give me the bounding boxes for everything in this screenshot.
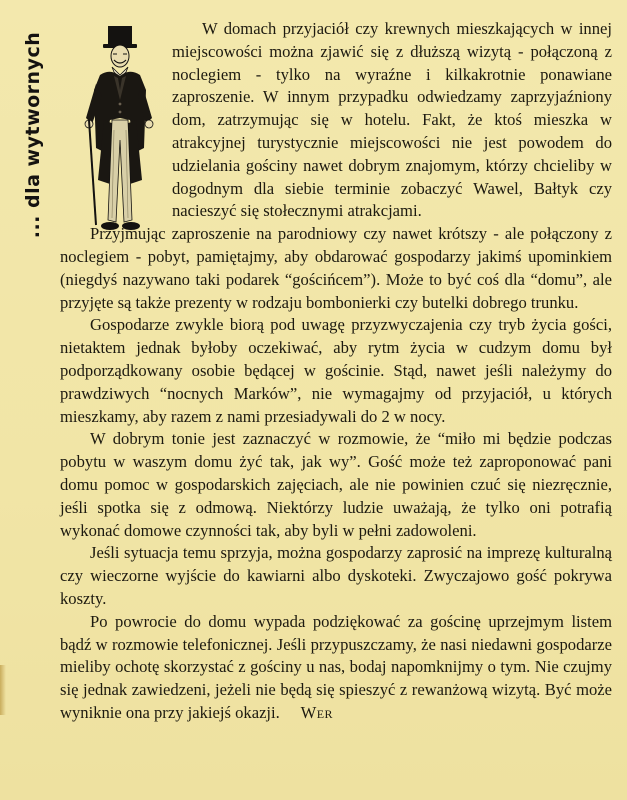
page-edge-shadow	[0, 665, 6, 715]
paragraph-4: W dobrym tonie jest zaznaczyć w rozmowie, że “miło mi będzie podczas pobytu w waszym domu żyć tak, jak wy”. Gość może też zaproponować pani domu pomoc w gospodarskich zajęciach, ale nie powinien czuć się niezręcznie, jeśli spotka się z odmową. Niektórzy ludzie uważają, że tylko oni potrafią wykonać domowe czynności tak, aby byli w pełni zadowoleni.	[60, 429, 612, 540]
paragraph-1: W domach przyjaciół czy krewnych mieszkających w innej miejscowości można zjawić się z dłuższą wizytą - połączoną z noclegiem - tylko na wyraźne i kilkakrotnie ponawiane zaproszenie. W innym przypadku odwiedzamy zaprzyjaźniony dom, zatrzymując się w hotelu. Fakt, że ktoś mieszka w atrakcyjnej turystycznie miejscowości nie jest powodem do udzielania gościny nawet dobrym znajomym, którzy chcieliby w dogodnym dla siebie terminie zobaczyć Wawel, Bałtyk czy nacieszyć się stołecznymi atrakcjami.	[172, 19, 612, 221]
paragraph-6-text: Po powrocie do domu wypada podziękować za gościnę uprzejmym listem bądź w rozmowie telefonicznej. Jeśli przypuszczamy, że nasi niedawni gospodarze mieliby ochotę skorzystać z gościny u nas, bodaj napomknijmy o tym. Nie czujmy się jednak zawiedzeni, jeżeli nie będą się spieszyć z rewanżową wizytą. Być może wyniknie ona przy jakiejś okazji.	[60, 611, 612, 722]
paragraph-3: Gospodarze zwykle biorą pod uwagę przyzwyczajenia czy tryb życia gości, nietaktem jednak byłoby oczekiwać, aby rytm życia w cudzym domu był podporządkowany osobie będącej w gościnie. Stąd, nawet jeśli należymy do prawdziwych “nocnych Marków”, nie wymagajmy od przyjaciół, u których mieszkamy, aby razem z nami przesiadywali do 2 w nocy.	[60, 315, 612, 426]
paragraph-6	[60, 611, 612, 725]
paragraph-5: Jeśli sytuacja temu sprzyja, można gospodarzy zaprosić na imprezę kulturalną czy wieczorne wyjście do kawiarni albo dyskoteki. Zwyczajowo gość pokrywa koszty.	[60, 543, 612, 608]
paragraph-2: Przyjmując zaproszenie na parodniowy czy nawet krótszy - ale połączony z noclegiem - pobyt, pamiętajmy, aby obdarować gospodarzy jakimś upominkiem (niegdyś nazywano taki podarek “gościńcem”). Może to być coś dla “domu”, ale przyjęte są także prezenty w rodzaju bombonierki czy butelki dobrego trunku.	[60, 224, 612, 312]
author-signature: Wer	[300, 702, 334, 722]
section-label	[21, 31, 45, 239]
section-label-text: ... dla wytwornych	[22, 31, 44, 239]
article-body	[60, 18, 612, 725]
